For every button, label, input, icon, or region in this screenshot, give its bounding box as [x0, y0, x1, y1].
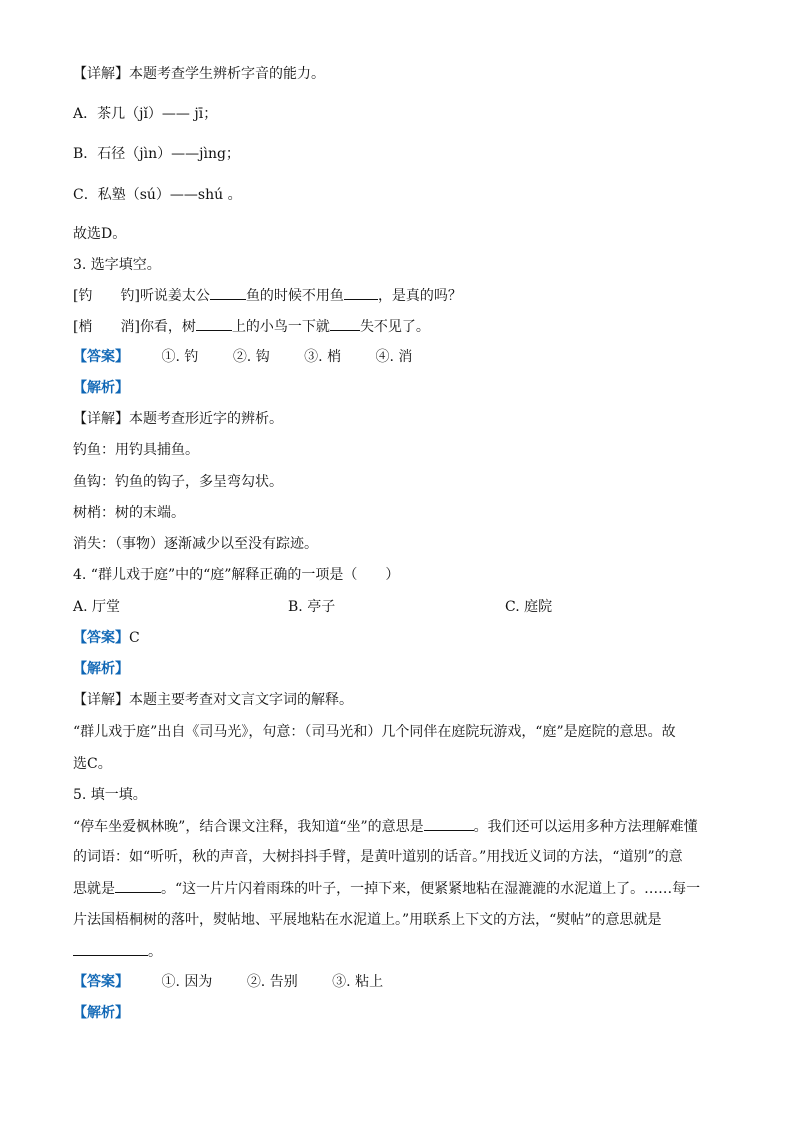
- row-1-text-a: 听说姜太公: [139, 288, 210, 304]
- question-4-explain-2: 选C。: [73, 756, 112, 772]
- detail-label: 【详解】: [73, 411, 129, 427]
- question-4-analysis: [73, 659, 129, 679]
- answer-label: 【答案】: [73, 630, 129, 646]
- para-1-text-a: “停车坐爱枫林晚”，结合课文注释，我知道“坐”的意思是: [73, 819, 424, 835]
- blank-3: [196, 316, 232, 331]
- option-a: A. 厅堂: [73, 599, 121, 615]
- row-1-bracket: [钓 钓]: [73, 288, 140, 304]
- question-3-analysis: [73, 378, 129, 398]
- detail-label: 【详解】: [73, 692, 129, 708]
- conclusion-line: 故选D。: [73, 226, 127, 242]
- question-3-title: 3. 选字填空。: [73, 257, 161, 273]
- answer-item-3: ③. 粘上: [332, 974, 384, 990]
- explain-line-1: 钓鱼：用钓具捕鱼。: [73, 442, 199, 458]
- analysis-label: 【解析】: [73, 661, 129, 677]
- row-1-text-c: ，是真的吗？: [377, 288, 462, 304]
- para-3-text-a: 思就是: [73, 881, 115, 897]
- row-2-bracket: [梢 消]: [73, 319, 140, 335]
- answer-value: C: [129, 630, 140, 646]
- answer-item-3: ③. 梢: [304, 349, 342, 365]
- question-4-detail: [73, 690, 353, 710]
- blank-4: [330, 316, 360, 331]
- question-3-answer: [73, 347, 412, 367]
- row-1-text-b: 鱼的时候不用鱼: [245, 288, 344, 304]
- question-3-row-2: [73, 316, 430, 337]
- detail-label: 【详解】: [73, 66, 129, 82]
- explain-line-4: 消失：（事物）逐渐减少以至没有踪迹。: [73, 536, 318, 552]
- blank-5: [424, 816, 474, 831]
- row-2-text-c: 失不见了。: [359, 319, 430, 335]
- explain-line-2: 鱼钩：钓鱼的钩子，多呈弯勾状。: [73, 474, 283, 490]
- detail-line: [73, 64, 325, 84]
- question-4-explain-1: “群儿戏于庭”出自《司马光》，句意：（司马光和）几个同伴在庭院玩游戏，“庭”是庭院的意思。故: [73, 724, 676, 740]
- question-4-answer: [73, 628, 140, 648]
- para-3-text-b: 。“这一片片闪着雨珠的叶子，一掉下来，便紧紧地粘在湿漉漉的水泥道上了。……每一: [161, 881, 701, 897]
- row-2-text-a: 你看，树: [139, 319, 196, 335]
- question-3-row-1: [73, 285, 462, 306]
- question-3-detail: [73, 409, 283, 429]
- question-5-para-4: 片法国梧桐树的落叶，熨帖地、平展地粘在水泥道上。”用联系上下文的方法，“熨帖”的意思就是: [73, 912, 662, 928]
- detail-text: 本题主要考查对文言文字词的解释。: [129, 692, 353, 708]
- detail-text: 本题考查形近字的辨析。: [129, 411, 283, 427]
- option-b: B. 亭子: [288, 599, 336, 615]
- option-line-c: C．私塾（sú）——shú 。: [73, 187, 242, 203]
- answer-item-1: ①. 因为: [161, 974, 213, 990]
- option-line-b: B．石径（jìn）——jìng；: [73, 146, 240, 162]
- para-5-text: 。: [148, 944, 162, 960]
- blank-2: [344, 285, 378, 300]
- answer-label: 【答案】: [73, 349, 129, 365]
- answer-item-2: ②. 告别: [246, 974, 298, 990]
- detail-text: 本题考查学生辨析字音的能力。: [129, 66, 325, 82]
- question-5-answer: [73, 972, 383, 992]
- blank-6: [115, 878, 161, 893]
- question-5-para-5: [73, 941, 162, 962]
- question-4-title: 4. “群儿戏于庭”中的“庭”解释正确的一项是（ ）: [73, 567, 400, 583]
- para-1-text-b: 。我们还可以运用多种方法理解难懂: [473, 819, 698, 835]
- analysis-label: 【解析】: [73, 380, 129, 396]
- blank-7: [73, 941, 148, 956]
- option-c: C. 庭院: [505, 599, 553, 615]
- explain-line-3: 树梢：树的末端。: [73, 505, 185, 521]
- blank-1: [210, 285, 246, 300]
- answer-label: 【答案】: [73, 974, 129, 990]
- answer-item-2: ②. 钩: [232, 349, 270, 365]
- question-5-analysis: [73, 1003, 129, 1023]
- question-5-title: 5. 填一填。: [73, 787, 147, 803]
- question-5-para-2: 的词语：如“听听，秋的声音，大树抖抖手臂，是黄叶道别的话音。”用找近义词的方法，“道别”的意: [73, 849, 683, 865]
- question-5-para-3: [73, 878, 700, 899]
- answer-item-4: ④. 消: [375, 349, 413, 365]
- question-5-para-1: [73, 816, 698, 837]
- row-2-text-b: 上的小鸟一下就: [231, 319, 330, 335]
- analysis-label: 【解析】: [73, 1005, 129, 1021]
- option-line-a: A．茶几（jǐ）—— jī；: [73, 106, 218, 122]
- answer-item-1: ①. 钓: [161, 349, 199, 365]
